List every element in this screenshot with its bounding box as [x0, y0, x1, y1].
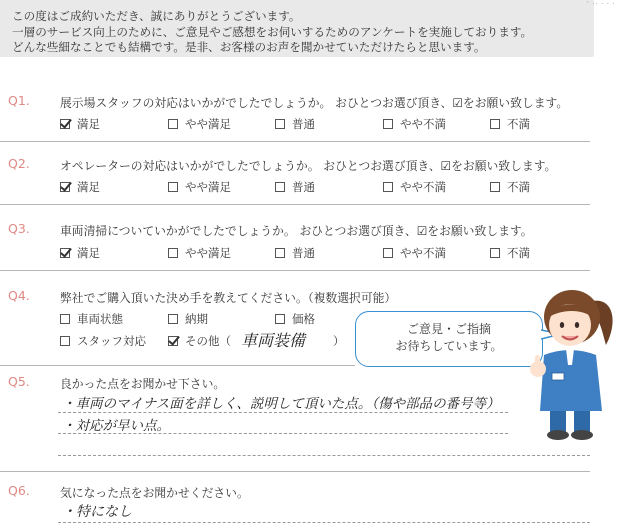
checkbox-checked-icon[interactable] — [60, 248, 70, 258]
checkbox-icon[interactable] — [275, 248, 285, 258]
checkbox-checked-icon[interactable] — [168, 336, 178, 346]
mascot-character-icon — [522, 283, 622, 443]
q5-number: Q5. — [8, 374, 30, 389]
q4-number: Q4. — [8, 288, 30, 303]
q3-option-1[interactable]: 満足 — [60, 245, 100, 261]
divider — [0, 141, 590, 142]
bubble-line-1: ご意見・ご指摘 — [406, 322, 491, 336]
q2-option-2[interactable]: やや満足 — [168, 179, 231, 195]
q2-option-1[interactable]: 満足 — [60, 179, 100, 195]
q4-option-2[interactable]: 納期 — [168, 311, 208, 327]
intro-line-2: 一層のサービス向上のために、ご意見やご感想をお伺いするためのアンケートを実施しております。 — [12, 24, 533, 39]
q6-answer-1: ・特になし — [62, 504, 132, 520]
q3-text: 車両清掃についていかがでしたでしょうか。 おひとつお選び頂き、☑をお願い致します。 — [60, 224, 533, 238]
answer-line — [58, 433, 508, 434]
corner-mark: - .. . . . — [586, 0, 615, 7]
q3-number: Q3. — [8, 221, 30, 236]
q4-option-3[interactable]: 価格 — [275, 311, 315, 327]
checkbox-icon[interactable] — [383, 248, 393, 258]
q2-option-4[interactable]: やや不満 — [383, 179, 446, 195]
q3-option-3[interactable]: 普通 — [275, 245, 315, 261]
checkbox-icon[interactable] — [490, 182, 500, 192]
checkbox-icon[interactable] — [60, 336, 70, 346]
answer-line — [58, 412, 508, 413]
speech-bubble — [355, 311, 543, 367]
checkbox-icon[interactable] — [383, 182, 393, 192]
q5-answer-1: ・車両のマイナス面を詳しく、説明して頂いた点。（傷や部品の番号等） — [62, 396, 500, 412]
divider — [0, 365, 355, 366]
answer-line — [58, 455, 590, 456]
q3-option-5[interactable]: 不満 — [490, 245, 530, 261]
bubble-line-2: お待ちしています。 — [395, 339, 503, 353]
q1-number: Q1. — [8, 93, 30, 108]
checkbox-icon[interactable] — [490, 119, 500, 129]
q6-text: 気になった点をお聞かせください。 — [60, 486, 249, 500]
q4-other-handwritten: 車両装備 — [241, 331, 306, 350]
intro-line-1: この度はご成約いただき、誠にありがとうございます。 — [12, 9, 301, 23]
checkbox-icon[interactable] — [168, 182, 178, 192]
answer-line — [58, 522, 590, 523]
q4-option-5[interactable]: その他（ — [168, 333, 231, 349]
q4-option-4[interactable]: スタッフ対応 — [60, 333, 146, 349]
q6-number: Q6. — [8, 483, 30, 498]
q2-text: オペレーターの対応はいかがでしたでしょうか。 おひとつお選び頂き、☑をお願い致します。 — [60, 159, 557, 173]
checkbox-checked-icon[interactable] — [60, 119, 70, 129]
q1-option-1[interactable]: 満足 — [60, 116, 100, 132]
checkbox-icon[interactable] — [490, 248, 500, 258]
q5-text: 良かった点をお聞かせ下さい。 — [60, 377, 226, 391]
q1-text: 展示場スタッフの対応はいかがでしたでしょうか。 おひとつお選び頂き、☑をお願い致します。 — [60, 96, 569, 110]
q4-other-close: ） — [333, 334, 345, 348]
q4-text: 弊社でご購入頂いた決め手を教えてください。（複数選択可能） — [60, 291, 397, 305]
q4-option-1[interactable]: 車両状態 — [60, 311, 123, 327]
q2-option-5[interactable]: 不満 — [490, 179, 530, 195]
q1-option-2[interactable]: やや満足 — [168, 116, 231, 132]
q1-option-5[interactable]: 不満 — [490, 116, 530, 132]
q5-answer-2: ・対応が早い点。 — [62, 418, 170, 434]
divider — [0, 204, 590, 205]
divider — [0, 270, 590, 271]
q3-option-4[interactable]: やや不満 — [383, 245, 446, 261]
checkbox-icon[interactable] — [275, 182, 285, 192]
checkbox-icon[interactable] — [168, 248, 178, 258]
checkbox-icon[interactable] — [383, 119, 393, 129]
intro-line-3: どんな些細なことでも結構です。是非、お客様のお声を聞かせていただけたらと思います。 — [12, 40, 486, 54]
q2-number: Q2. — [8, 156, 30, 171]
divider — [0, 471, 590, 472]
checkbox-icon[interactable] — [275, 119, 285, 129]
checkbox-icon[interactable] — [168, 119, 178, 129]
checkbox-icon[interactable] — [60, 314, 70, 324]
q1-option-3[interactable]: 普通 — [275, 116, 315, 132]
intro-banner — [0, 0, 594, 57]
checkbox-icon[interactable] — [168, 314, 178, 324]
q1-option-4[interactable]: やや不満 — [383, 116, 446, 132]
q3-option-2[interactable]: やや満足 — [168, 245, 231, 261]
q2-option-3[interactable]: 普通 — [275, 179, 315, 195]
checkbox-checked-icon[interactable] — [60, 182, 70, 192]
checkbox-icon[interactable] — [275, 314, 285, 324]
